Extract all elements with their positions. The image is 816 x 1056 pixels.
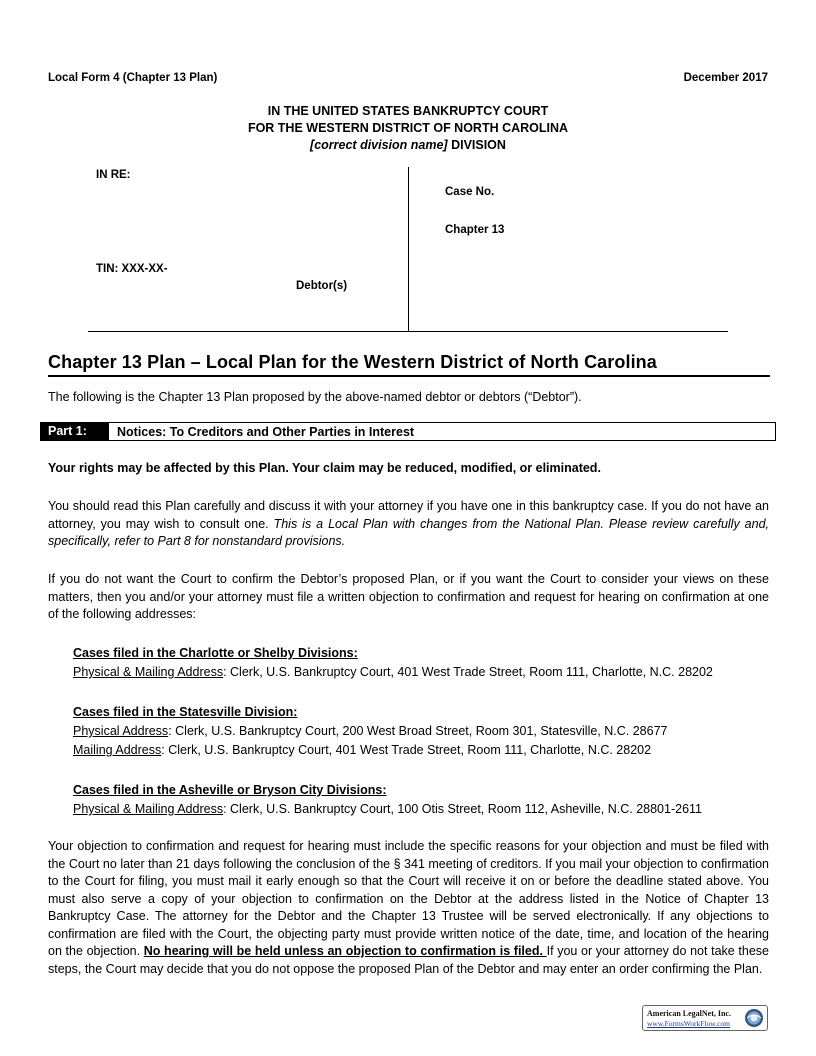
objection-requirements-paragraph [48, 838, 769, 978]
court-line-1: IN THE UNITED STATES BANKRUPTCY COURT [267, 104, 549, 118]
charlotte-address-block [73, 644, 713, 682]
charlotte-address-label: Physical & Mailing Address [73, 665, 224, 679]
logo-company-name: American LegalNet, Inc. [647, 1009, 731, 1018]
debtor-label: Debtor(s) [296, 280, 348, 292]
division-placeholder: [correct division name] [310, 138, 448, 152]
read-plan-paragraph [48, 498, 769, 551]
plan-title: Chapter 13 Plan – Local Plan for the Western District of North Carolina [48, 352, 657, 372]
title-rule [48, 375, 770, 377]
objection-requirements-text: Your objection to confirmation and request for hearing must include the specific reasons for your objection and must be filed with the Court no later than 21 days following the conclusion of the § 341 meeting of creditors. If you mail your objection to confirmation to the Court for filing, you must mail it early enough so that the Court will receive it on or before the deadline stated above. You must also serve a copy of your objection to confirmation on the Debtor at the address listed in the Notice of Chapter 13 Bankruptcy Case. The attorney for the Debtor and the Chapter 13 Trustee will be served electronically. If any objections to confirmation are filed with the Court, the objecting party must provide written notice of the date, time, and location of the hearing on the objection. [48, 839, 769, 958]
form-id: Local Form 4 (Chapter 13 Plan) [48, 72, 218, 84]
read-plan-text: You should read this Plan carefully and discuss it with your attorney if you have one in this bankruptcy case. If you do not have an attorney, you may wish to consult one. [48, 499, 769, 531]
statesville-physical-address [73, 722, 668, 741]
chapter-label: Chapter 13 [445, 224, 505, 236]
tin-label: TIN: XXX-XX- [96, 263, 168, 275]
part-1-label: Part 1: [41, 423, 109, 440]
asheville-address-label: Physical & Mailing Address [73, 802, 224, 816]
american-legalnet-logo [642, 1005, 768, 1031]
court-line-3 [0, 137, 816, 154]
statesville-physical-text: : Clerk, U.S. Bankruptcy Court, 200 West Broad Street, Room 301, Statesville, N.C. 28677 [168, 724, 668, 738]
local-plan-note: This is a Local Plan with changes from the National Plan. Please review carefully and, specifically, refer to Part 8 for nonstandard provisions. [48, 516, 769, 548]
statesville-mailing-text: : Clerk, U.S. Bankruptcy Court, 401 West Trade Street, Room 111, Charlotte, N.C. 28202 [161, 743, 652, 757]
no-hearing-notice: No hearing will be held unless an objection to confirmation is filed. [143, 944, 547, 958]
statesville-address-block [73, 703, 668, 760]
case-no-label: Case No. [445, 186, 495, 198]
part-1-bar [40, 422, 776, 441]
charlotte-address-text: : Clerk, U.S. Bankruptcy Court, 401 West Trade Street, Room 111, Charlotte, N.C. 28202 [223, 665, 713, 679]
caption-divider-vertical [408, 167, 409, 332]
in-re-label: IN RE: [96, 169, 131, 181]
globe-icon [744, 1008, 764, 1028]
charlotte-address [73, 663, 713, 682]
statesville-mailing-address [73, 741, 668, 760]
objection-paragraph: If you do not want the Court to confirm the Debtor’s proposed Plan, or if you want the Court to consider your views on these matters, then you and/or your attorney must file a written objection to confirmation and request for hearing on confirmation at one of the following addresses: [48, 572, 769, 621]
court-heading [0, 103, 816, 154]
intro-text: The following is the Chapter 13 Plan proposed by the above-named debtor or debtors (“Debtor”). [48, 390, 582, 404]
form-date: December 2017 [683, 72, 768, 84]
asheville-address [73, 800, 702, 819]
rights-warning: Your rights may be affected by this Plan. Your claim may be reduced, modified, or eliminated. [48, 461, 601, 475]
division-word: DIVISION [447, 138, 506, 152]
statesville-mailing-label: Mailing Address [73, 743, 162, 757]
logo-url[interactable]: www.FormsWorkFlow.com [647, 1019, 731, 1028]
court-line-2: FOR THE WESTERN DISTRICT OF NORTH CAROLINA [247, 121, 569, 135]
statesville-physical-label: Physical Address [73, 724, 169, 738]
asheville-address-text: : Clerk, U.S. Bankruptcy Court, 100 Otis Street, Room 112, Asheville, N.C. 28801-2611 [223, 802, 703, 816]
asheville-heading: Cases filed in the Asheville or Bryson City Divisions: [73, 783, 387, 797]
part-1-title: Notices: To Creditors and Other Parties in Interest [117, 425, 415, 439]
statesville-heading: Cases filed in the Statesville Division: [73, 705, 298, 719]
consequence-text: If you or your attorney do not take these steps, the Court may decide that you do not oppose the proposed Plan of the Debtor and may enter an order confirming the Plan. [48, 944, 769, 976]
asheville-address-block [73, 781, 702, 819]
caption-divider-horizontal [88, 331, 728, 332]
charlotte-heading: Cases filed in the Charlotte or Shelby Divisions: [73, 646, 358, 660]
